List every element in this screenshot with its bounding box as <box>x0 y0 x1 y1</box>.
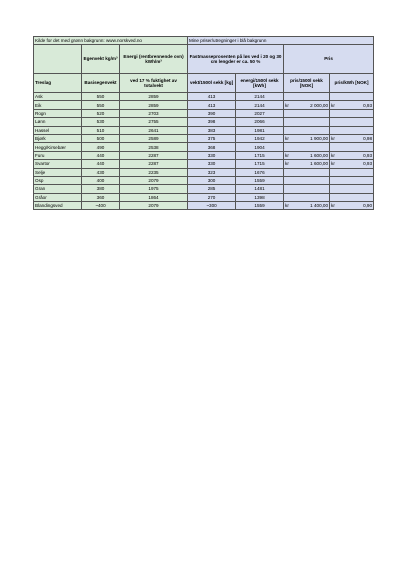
group-energi: Energi (rentbrennende ovn) kWh/m³ <box>120 45 188 74</box>
energi-cell: 2066 <box>236 118 284 126</box>
treslag-cell: Furu <box>34 151 82 159</box>
ved17-cell: 2641 <box>120 126 188 134</box>
source-note-cell: Kilde for det med grønn bakgrunn: www.norskved.no <box>34 37 188 45</box>
vekt-cell: ~300 <box>188 202 236 210</box>
vekt-cell: 413 <box>188 101 236 109</box>
pris-kwh-cell <box>330 185 374 193</box>
group-empty-cell <box>34 45 82 74</box>
currency-label: kr <box>285 136 289 142</box>
firewood-table <box>33 36 374 210</box>
currency-label: kr <box>331 102 335 108</box>
table-row <box>34 176 374 184</box>
col-pris-kwh: pris/kWh [NOK] <box>330 74 374 93</box>
col-pris-sekk: pris/1500l sekk [NOK] <box>284 74 330 93</box>
pris-kwh-cell <box>330 126 374 134</box>
currency-label: kr <box>331 136 335 142</box>
table-row <box>34 160 374 168</box>
treslag-cell: Eik <box>34 101 82 109</box>
basisegenvekt-cell: 430 <box>82 168 120 176</box>
treslag-cell: Selje <box>34 168 82 176</box>
energi-cell: 1559 <box>236 202 284 210</box>
basisegenvekt-cell: ~400 <box>82 202 120 210</box>
treslag-cell: Ask <box>34 93 82 101</box>
basisegenvekt-cell: 510 <box>82 126 120 134</box>
basisegenvekt-cell: 360 <box>82 193 120 201</box>
ved17-cell: 2755 <box>120 118 188 126</box>
table-row <box>34 168 374 176</box>
table-row <box>34 134 374 142</box>
ved17-cell: 2859 <box>120 93 188 101</box>
vekt-cell: 330 <box>188 160 236 168</box>
basisegenvekt-cell: 380 <box>82 185 120 193</box>
pris-sekk-cell <box>284 176 330 184</box>
pris-kwh-cell <box>330 118 374 126</box>
pris-sekk-cell <box>284 109 330 117</box>
price-value: 1 600,00 <box>310 161 329 167</box>
treslag-cell: Svartor <box>34 160 82 168</box>
pris-sekk-cell <box>284 151 330 159</box>
price-value: 0,98 <box>363 136 373 142</box>
energi-cell: 1942 <box>236 134 284 142</box>
basisegenvekt-cell: 490 <box>82 143 120 151</box>
treslag-cell: Rogn <box>34 109 82 117</box>
table-row <box>34 143 374 151</box>
pris-kwh-cell <box>330 101 374 109</box>
table-body <box>34 93 374 210</box>
currency-label: kr <box>285 203 289 209</box>
currency-label: kr <box>331 203 335 209</box>
price-value: 0,90 <box>363 203 373 209</box>
pris-kwh-cell <box>330 134 374 142</box>
ved17-cell: 2859 <box>120 101 188 109</box>
energi-cell: 2144 <box>236 101 284 109</box>
ved17-cell: 2287 <box>120 160 188 168</box>
pris-sekk-cell <box>284 193 330 201</box>
basisegenvekt-cell: 520 <box>82 109 120 117</box>
vekt-cell: 383 <box>188 126 236 134</box>
vekt-cell: 285 <box>188 185 236 193</box>
currency-label: kr <box>285 152 289 158</box>
ved17-cell: 1864 <box>120 193 188 201</box>
price-value: 1 400,00 <box>310 203 329 209</box>
energi-cell: 2144 <box>236 93 284 101</box>
vekt-cell: 398 <box>188 118 236 126</box>
col-ved17: ved 17 % fuktighet av totalvekt <box>120 74 188 93</box>
currency-label: kr <box>331 152 335 158</box>
col-treslag: Treslag <box>34 74 82 93</box>
energi-cell: 2027 <box>236 109 284 117</box>
group-pris: Pris <box>284 45 374 74</box>
energi-cell: 1715 <box>236 151 284 159</box>
energi-cell: 1481 <box>236 185 284 193</box>
pris-kwh-cell <box>330 168 374 176</box>
treslag-cell: Gran <box>34 185 82 193</box>
price-value: 0,93 <box>363 152 373 158</box>
currency-label: kr <box>285 161 289 167</box>
basisegenvekt-cell: 550 <box>82 93 120 101</box>
energi-cell: 1559 <box>236 176 284 184</box>
energi-cell: 1715 <box>236 160 284 168</box>
table-row <box>34 202 374 210</box>
energi-cell: 1904 <box>236 143 284 151</box>
basisegenvekt-cell: 530 <box>82 118 120 126</box>
treslag-cell: Blandingsved <box>34 202 82 210</box>
table-row <box>34 193 374 201</box>
treslag-cell: Bjørk <box>34 134 82 142</box>
energi-cell: 1981 <box>236 126 284 134</box>
currency-label: kr <box>285 102 289 108</box>
treslag-cell: Lønn <box>34 118 82 126</box>
price-value: 1 900,00 <box>310 136 329 142</box>
pris-sekk-cell <box>284 202 330 210</box>
blue-note-cell: Mine priser/utregninger i blå bakgrunn <box>188 37 374 45</box>
pris-kwh-cell <box>330 143 374 151</box>
vekt-cell: 390 <box>188 109 236 117</box>
basisegenvekt-cell: 440 <box>82 160 120 168</box>
table-row <box>34 151 374 159</box>
vekt-cell: 413 <box>188 93 236 101</box>
pris-kwh-cell <box>330 193 374 201</box>
ved17-cell: 2287 <box>120 151 188 159</box>
price-value: 1 600,00 <box>310 152 329 158</box>
treslag-cell: Osp <box>34 176 82 184</box>
table-row <box>34 126 374 134</box>
treslag-cell: Hegg/Kirsebær <box>34 143 82 151</box>
vekt-cell: 375 <box>188 134 236 142</box>
vekt-cell: 323 <box>188 168 236 176</box>
vekt-cell: 300 <box>188 176 236 184</box>
pris-sekk-cell <box>284 101 330 109</box>
vekt-cell: 330 <box>188 151 236 159</box>
ved17-cell: 2235 <box>120 168 188 176</box>
treslag-cell: Hassel <box>34 126 82 134</box>
pris-sekk-cell <box>284 93 330 101</box>
table-row <box>34 109 374 117</box>
pris-sekk-cell <box>284 168 330 176</box>
pris-kwh-cell <box>330 202 374 210</box>
treslag-cell: Gråor <box>34 193 82 201</box>
group-fastmasse: Fastmasseprosenten på løs ved i 20 og 30 cm lengder er ca. 50 % <box>188 45 284 74</box>
price-value: 0,93 <box>363 161 373 167</box>
price-value: 0,93 <box>363 102 373 108</box>
pris-kwh-cell <box>330 151 374 159</box>
currency-label: kr <box>331 161 335 167</box>
group-egenvekt: Egenvekt kg/m³ <box>82 45 120 74</box>
basisegenvekt-cell: 500 <box>82 134 120 142</box>
pris-kwh-cell <box>330 176 374 184</box>
basisegenvekt-cell: 550 <box>82 101 120 109</box>
table-row <box>34 101 374 109</box>
table-row <box>34 185 374 193</box>
pris-sekk-cell <box>284 160 330 168</box>
basisegenvekt-cell: 440 <box>82 151 120 159</box>
ved17-cell: 2079 <box>120 202 188 210</box>
vekt-cell: 368 <box>188 143 236 151</box>
energi-cell: 1398 <box>236 193 284 201</box>
table-row <box>34 118 374 126</box>
ved17-cell: 2589 <box>120 134 188 142</box>
pris-kwh-cell <box>330 93 374 101</box>
ved17-cell: 2703 <box>120 109 188 117</box>
ved17-cell: 1975 <box>120 185 188 193</box>
pris-sekk-cell <box>284 134 330 142</box>
pris-sekk-cell <box>284 118 330 126</box>
col-basis: Basisegenvekt <box>82 74 120 93</box>
vekt-cell: 270 <box>188 193 236 201</box>
col-vekt: vekt/1500l sekk [kg] <box>188 74 236 93</box>
pris-sekk-cell <box>284 126 330 134</box>
basisegenvekt-cell: 400 <box>82 176 120 184</box>
pris-kwh-cell <box>330 109 374 117</box>
energi-cell: 1676 <box>236 168 284 176</box>
ved17-cell: 2079 <box>120 176 188 184</box>
pris-kwh-cell <box>330 160 374 168</box>
table-row <box>34 93 374 101</box>
price-value: 2 000,00 <box>310 102 329 108</box>
ved17-cell: 2538 <box>120 143 188 151</box>
pris-sekk-cell <box>284 143 330 151</box>
col-energi: energi/1500l sekk [kWh] <box>236 74 284 93</box>
pris-sekk-cell <box>284 185 330 193</box>
